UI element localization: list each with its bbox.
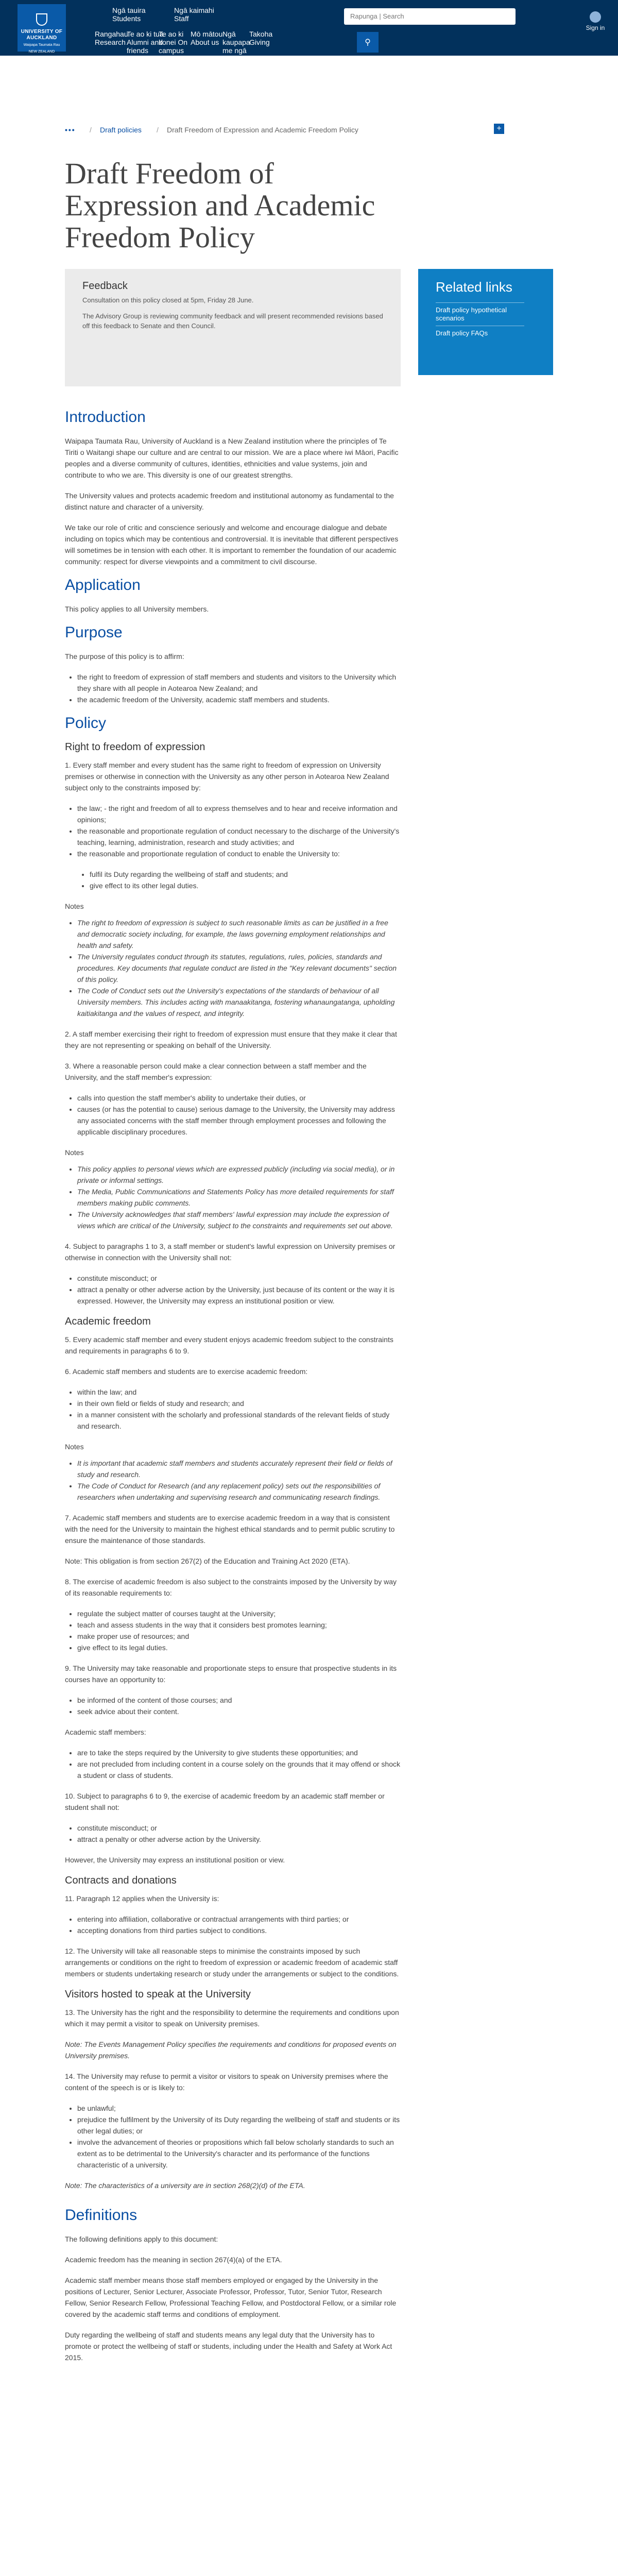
nav-news[interactable]: Ngā kaupapa me ngā hui News and events bbox=[222, 30, 252, 79]
list-item: • give effect to its other legal duties. bbox=[90, 880, 401, 891]
university-logo[interactable] bbox=[18, 4, 66, 52]
list bbox=[77, 1386, 401, 1432]
expand-button[interactable]: + bbox=[494, 124, 504, 134]
paragraph: 5. Every academic staff member and every student enjoys academic freedom subject to the constraints and requirements in paragraphs 6 to 9. bbox=[65, 1335, 393, 1355]
paragraph: However, the University may express an institutional position or view. bbox=[65, 1856, 285, 1864]
list-item: • the reasonable and proportionate regulation of conduct necessary to the discharge of the University's teaching, learning, administration, research and study activities; and bbox=[77, 825, 401, 848]
list-item: • in a manner consistent with the scholarly and professional standards of the relevant fields of study and research. bbox=[77, 1409, 401, 1432]
students-link[interactable]: Ngā tauira Students bbox=[112, 6, 146, 23]
subsection-heading: Visitors hosted to speak at the University bbox=[65, 1989, 251, 2000]
notes-list bbox=[77, 917, 401, 1019]
note-item: • It is important that academic staff members and students accurately represent their field or fields of study and research. bbox=[77, 1458, 401, 1480]
user-icon bbox=[590, 11, 601, 23]
staff-link[interactable]: Ngā kaimahi Staff bbox=[174, 6, 214, 23]
related-links-box bbox=[418, 269, 553, 375]
page-title: Draft Freedom of Expression and Academic Freedom Policy bbox=[65, 157, 375, 254]
list-item: • calls into question the staff member's ability to undertake their duties, or bbox=[77, 1092, 401, 1104]
related-link-faqs[interactable]: Draft policy FAQs bbox=[436, 326, 524, 341]
breadcrumb-separator: / bbox=[90, 126, 92, 134]
note-paragraph: Note: This obligation is from section 267(2) of the Education and Training Act 2020 (ETA). bbox=[65, 1557, 350, 1565]
paragraph: Duty regarding the wellbeing of staff and students means any legal duty that the University has to promote or protect the wellbeing of staff or students, including under the Health and Safety at Work Act 2015. bbox=[65, 2331, 392, 2362]
note-item: • The Code of Conduct for Research (and any replacement policy) sets out the responsibilities of researchers when undertaking and supervising research and communicating research findings. bbox=[77, 1480, 401, 1503]
search-input[interactable]: Rapunga | Search bbox=[344, 8, 516, 25]
list-item: • constitute misconduct; or bbox=[77, 1273, 401, 1284]
paragraph: 10. Subject to paragraphs 6 to 9, the exercise of academic freedom by an academic staff member or student shall not: bbox=[65, 1792, 385, 1811]
policy-content bbox=[65, 409, 401, 2372]
breadcrumb-more[interactable]: ••• bbox=[65, 126, 76, 134]
list bbox=[77, 1747, 401, 1781]
list-item: • constitute misconduct; or bbox=[77, 1822, 401, 1834]
note-item: • The University acknowledges that staff members' lawful expression may include the expression of views which are critical of the University, subject to the constraints and requirements set out above. bbox=[77, 1209, 401, 1231]
paragraph: Academic staff members: bbox=[65, 1728, 146, 1736]
feedback-text: Consultation on this policy closed at 5pm, Friday 28 June. bbox=[82, 296, 254, 304]
list-item: • the right to freedom of expression of staff members and students and visitors to the University which they share with all people in Aotearoa New Zealand; and bbox=[77, 671, 401, 694]
list bbox=[77, 1273, 401, 1307]
list-item: • the reasonable and proportionate regulation of conduct to enable the University to: bbox=[77, 848, 401, 859]
note-item: • The right to freedom of expression is subject to such reasonable limits as can be justified in a free and democratic society including, for example, the laws governing employment relationships and health and safety. bbox=[77, 917, 401, 951]
feedback-text: The Advisory Group is reviewing community feedback and will present recommended revisions based off this feedback to Senate and then Council. bbox=[82, 312, 383, 330]
nav-alumni[interactable]: Te ao ki tua Alumni and friends bbox=[127, 30, 164, 55]
paragraph: 7. Academic staff members and students are to exercise academic freedom in a way that is consistent with the need for the University to maintain the highest ethical standards and to permit public scrutiny to ensure the maintenance of those standards. bbox=[65, 1514, 395, 1545]
paragraph: We take our role of critic and conscience seriously and welcome and encourage dialogue and debate including on topics which may be contentious and controversial. It is inevitable that different perspectives will sometimes be in tension with each other. It is important to remember the foundation of our academic community: respect for diverse viewpoints and a commitment to civil discourse. bbox=[65, 523, 399, 566]
note-item: • This policy applies to personal views which are expressed publicly (including via social media), or in private or informal settings. bbox=[77, 1163, 401, 1186]
subsection-heading: Right to freedom of expression bbox=[65, 741, 205, 753]
paragraph: 11. Paragraph 12 applies when the University is: bbox=[65, 1894, 219, 1903]
notes-list bbox=[77, 1163, 401, 1231]
list-item: • are not precluded from including content in a course solely on the grounds that it may offend or shock a student or class of students. bbox=[77, 1758, 401, 1781]
paragraph: 13. The University has the right and the responsibility to determine the requirements and conditions upon which it may permit a visitor to speak on University premises. bbox=[65, 2008, 399, 2028]
paragraph: 1. Every staff member and every student has the same right to freedom of expression on University premises or otherwise in connection with the University as any other person in Aotearoa New Zealand subject only to the constraints imposed by: bbox=[65, 761, 389, 792]
nav-research[interactable]: Rangahau Research bbox=[95, 30, 128, 46]
paragraph: The University values and protects academic freedom and institutional autonomy as fundamental to the distinct nature and character of a university. bbox=[65, 492, 394, 511]
paragraph: 3. Where a reasonable person could make a clear connection between a staff member and the University, and the staff member's expression: bbox=[65, 1062, 367, 1081]
note-item: • The University regulates conduct through its statutes, regulations, rules, policies, standards and procedures. Key documents that regulate conduct are listed in the "Key relevant documents" section of this policy. bbox=[77, 951, 401, 985]
subsection-heading: Contracts and donations bbox=[65, 1875, 177, 1886]
notes-label: Notes bbox=[65, 1148, 84, 1157]
list-item: • seek advice about their content. bbox=[77, 1706, 401, 1717]
breadcrumb-current: Draft Freedom of Expression and Academic Freedom Policy bbox=[167, 126, 358, 134]
search-button[interactable] bbox=[357, 32, 379, 53]
paragraph: Waipapa Taumata Rau, University of Auckland is a New Zealand institution where the principles of Te Tiriti o Waitangi shape our culture and are central to our mission. We are a place where iwi Māori, Pacific peoples and a diverse community of cultures, identities, ethnicities and value systems, join and contribute to who we are. This diversity is one of our greatest strengths. bbox=[65, 437, 399, 479]
list-item: • involve the advancement of theories or propositions which fall below scholarly standards to such an extent as to be detrimental to the University's character and its performance of the functions characteristic of a university. bbox=[77, 2137, 401, 2171]
list-item: • entering into affiliation, collaborative or contractual arrangements with third parties; or bbox=[77, 1913, 401, 1925]
section-heading: Introduction bbox=[65, 409, 146, 426]
list-item: • attract a penalty or other adverse action by the University, just because of its content or the way it is expressed. However, the University may express an institutional position or view. bbox=[77, 1284, 401, 1307]
paragraph: The purpose of this policy is to affirm: bbox=[65, 652, 184, 660]
logo-text-line4: NEW ZEALAND bbox=[28, 50, 55, 54]
list-item: • make proper use of resources; and bbox=[77, 1631, 401, 1642]
related-link-scenarios[interactable]: Draft policy hypothetical scenarios bbox=[436, 302, 524, 326]
list-item: • regulate the subject matter of courses taught at the University; bbox=[77, 1608, 401, 1619]
paragraph: 6. Academic staff members and students are to exercise academic freedom: bbox=[65, 1367, 308, 1376]
sign-in-button[interactable] bbox=[586, 11, 605, 31]
sub-list bbox=[90, 869, 401, 891]
list bbox=[77, 671, 401, 705]
feedback-heading: Feedback bbox=[82, 280, 128, 292]
notes-list bbox=[77, 1458, 401, 1503]
paragraph: 9. The University may take reasonable and proportionate steps to ensure that prospective students in its courses have an opportunity to: bbox=[65, 1664, 397, 1684]
logo-text-line3: Waipapa Taumata Rau bbox=[23, 43, 60, 47]
list-item: • be informed of the content of those courses; and bbox=[77, 1694, 401, 1706]
section-heading: Policy bbox=[65, 715, 107, 732]
list-item: • attract a penalty or other adverse action by the University. bbox=[77, 1834, 401, 1845]
notes-label: Notes bbox=[65, 902, 84, 910]
list bbox=[77, 1694, 401, 1717]
sign-in-label: Sign in bbox=[586, 24, 605, 31]
list bbox=[77, 1092, 401, 1138]
list-item: • teach and assess students in the way that it considers best promotes learning; bbox=[77, 1619, 401, 1631]
subsection-heading: Academic freedom bbox=[65, 1316, 151, 1327]
paragraph: Academic freedom has the meaning in section 267(4)(a) of the ETA. bbox=[65, 2256, 282, 2264]
nav-giving[interactable]: Takoha Giving bbox=[249, 30, 273, 46]
paragraph: 14. The University may refuse to permit a visitor or visitors to speak on University premises where the content of the speech is or is likely to: bbox=[65, 2072, 388, 2092]
paragraph: 4. Subject to paragraphs 1 to 3, a staff member or student's lawful expression on University premises or otherwise in connection with the University shall not: bbox=[65, 1242, 396, 1262]
list-item: • are to take the steps required by the University to give students these opportunities; and bbox=[77, 1747, 401, 1758]
list bbox=[77, 1608, 401, 1653]
section-heading: Purpose bbox=[65, 624, 123, 641]
paragraph: The following definitions apply to this document: bbox=[65, 2235, 218, 2243]
note-paragraph: Note: The characteristics of a university are in section 268(2)(d) of the ETA. bbox=[65, 2181, 305, 2190]
note-item: • The Media, Public Communications and Statements Policy has more detailed requirements for staff members making public comments. bbox=[77, 1186, 401, 1209]
list-item: • within the law; and bbox=[77, 1386, 401, 1398]
paragraph: 8. The exercise of academic freedom is also subject to the constraints imposed by the University by way of its reasonable requirements to: bbox=[65, 1578, 397, 1597]
site-header bbox=[0, 0, 618, 79]
list-item: • fulfil its Duty regarding the wellbeing of staff and students; and bbox=[90, 869, 401, 880]
feedback-box bbox=[65, 269, 401, 386]
list-item: • be unlawful; bbox=[77, 2103, 401, 2114]
crest-icon bbox=[36, 13, 47, 26]
paragraph: 12. The University will take all reasonable steps to minimise the constraints imposed by such arrangements or conditions on the right to freedom of expression or academic freedom of academic staff members or students undertaking research or study under the arrangements or subject to the conditions. bbox=[65, 1947, 399, 1978]
logo-text-line2: AUCKLAND bbox=[26, 35, 57, 41]
notes-label: Notes bbox=[65, 1443, 84, 1451]
list-item: • prejudice the fulfilment by the University of its Duty regarding the wellbeing of staff and students or its other legal duties; or bbox=[77, 2114, 401, 2137]
paragraph: 2. A staff member exercising their right to freedom of expression must ensure that they make it clear that they are not representing or speaking on behalf of the University. bbox=[65, 1030, 397, 1049]
list-item: • the law; - the right and freedom of all to express themselves and to hear and receive information and opinions; bbox=[77, 803, 401, 825]
paragraph: This policy applies to all University members. bbox=[65, 605, 209, 613]
note-paragraph: Note: The Events Management Policy specifies the requirements and conditions for proposed events on University premises. bbox=[65, 2040, 397, 2060]
list bbox=[77, 1913, 401, 1936]
paragraph: Academic staff member means those staff members employed or engaged by the University in the positions of Lecturer, Senior Lecturer, Associate Professor, Professor, Tutor, Senior Tutor, Research Fellow, Senior Research Fellow, Professional Teaching Fellow, and Postdoctoral Fellow, or a similar role covered by the academic staff terms and conditions of employment. bbox=[65, 2276, 397, 2318]
list-item: • accepting donations from third parties subject to conditions. bbox=[77, 1925, 401, 1936]
nav-campus[interactable]: Te ao ki konei On campus bbox=[159, 30, 188, 55]
list bbox=[77, 803, 401, 859]
section-heading: Application bbox=[65, 577, 141, 594]
logo-text-line1: UNIVERSITY OF bbox=[21, 29, 63, 35]
list bbox=[77, 2103, 401, 2171]
list-item: • give effect to its legal duties. bbox=[77, 1642, 401, 1653]
note-item: • The Code of Conduct sets out the University's expectations of the standards of behaviour of all University members. This includes acting with manaakitanga, fostering whanaungatanga, upholding kaitiakitanga and the values of respect, and integrity. bbox=[77, 985, 401, 1019]
related-heading: Related links bbox=[436, 279, 512, 295]
section-heading: Definitions bbox=[65, 2207, 138, 2224]
list-item: • the academic freedom of the University, academic staff members and students. bbox=[77, 694, 401, 705]
list-item: • in their own field or fields of study and research; and bbox=[77, 1398, 401, 1409]
list bbox=[77, 1822, 401, 1845]
list-item: • causes (or has the potential to cause) serious damage to the University, the University may address any associated concerns with the staff member through employment processes and following the applicable disciplinary procedures. bbox=[77, 1104, 401, 1138]
breadcrumb-draft-policies[interactable]: Draft policies bbox=[100, 126, 142, 134]
breadcrumb-separator: / bbox=[157, 126, 159, 134]
nav-about[interactable]: Mō mātou About us bbox=[191, 30, 223, 46]
search-icon: ⚲ bbox=[365, 38, 371, 47]
